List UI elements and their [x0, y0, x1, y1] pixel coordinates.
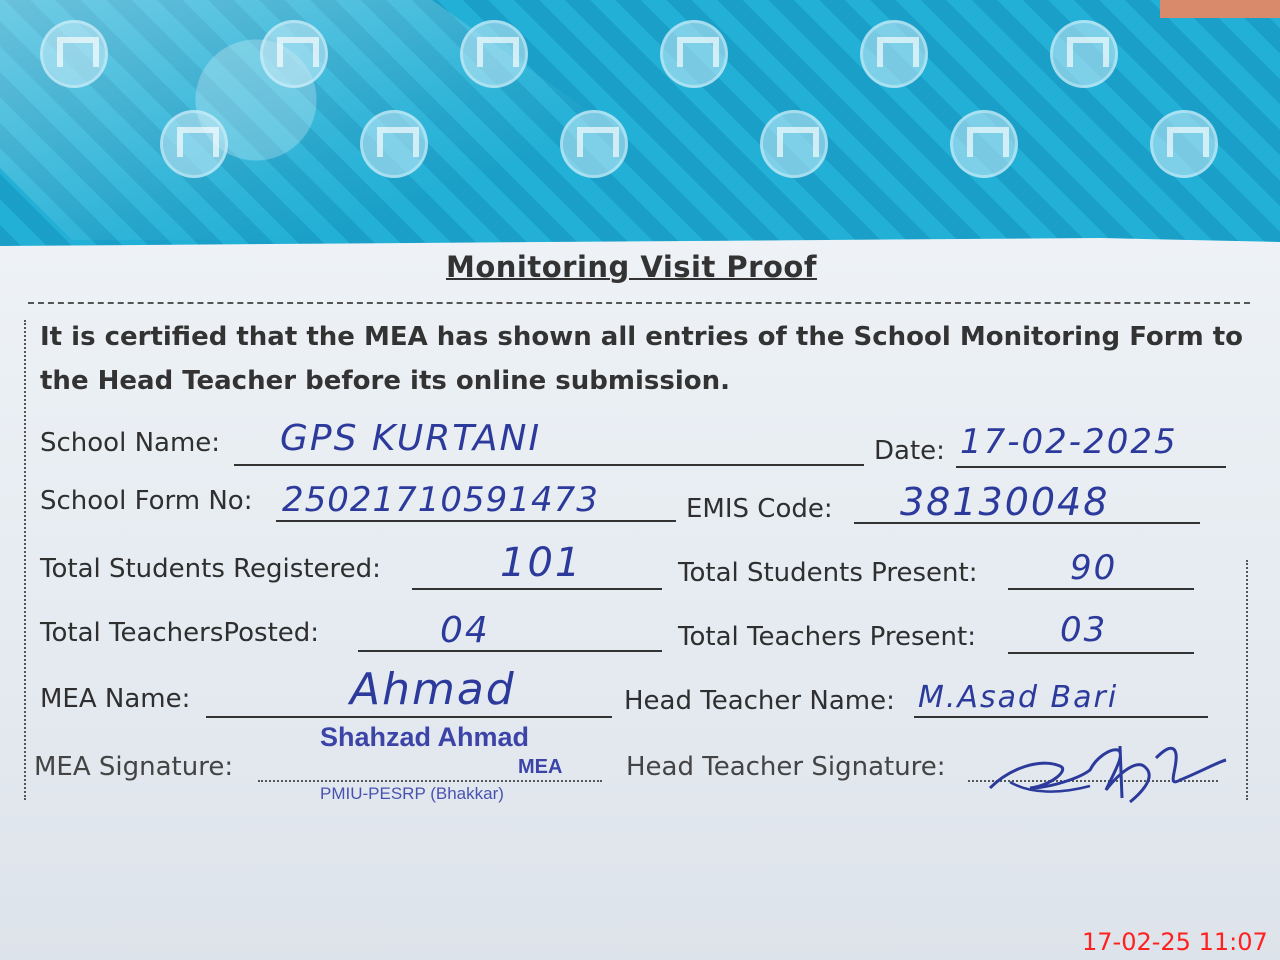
- certification-line-2: the Head Teacher before its online submission.: [40, 366, 731, 396]
- teachers-posted-label: Total TeachersPosted:: [40, 618, 320, 648]
- school-name-value: GPS KURTANI: [280, 418, 542, 459]
- head-teacher-name-line: [914, 716, 1208, 718]
- school-name-line: [234, 464, 864, 466]
- orange-corner: [1160, 0, 1280, 18]
- teachers-present-value: 03: [1060, 610, 1108, 650]
- date-value: 17-02-2025: [960, 422, 1178, 462]
- school-form-no-label: School Form No:: [40, 486, 253, 516]
- teachers-present-line: [1008, 652, 1194, 654]
- stamp-role: MEA: [518, 756, 563, 778]
- pattern-logo-icon: [1050, 20, 1118, 88]
- top-border: [28, 302, 1250, 304]
- blue-file-cover: [0, 0, 1280, 250]
- emis-code-value: 38130048: [900, 480, 1110, 524]
- mea-signature-line: [258, 780, 602, 782]
- students-registered-value: 101: [500, 540, 583, 586]
- head-teacher-name-label: Head Teacher Name:: [624, 686, 895, 716]
- pattern-logo-icon: [160, 110, 228, 178]
- mea-name-label: MEA Name:: [40, 684, 191, 714]
- pattern-logo-icon: [460, 20, 528, 88]
- right-border: [1246, 560, 1248, 800]
- students-registered-line: [412, 588, 662, 590]
- head-teacher-signature-label: Head Teacher Signature:: [626, 752, 946, 782]
- mea-name-line: [206, 716, 612, 718]
- head-teacher-name-value: M.Asad Bari: [918, 680, 1119, 715]
- pattern-logo-icon: [1150, 110, 1218, 178]
- pattern-logo-icon: [40, 20, 108, 88]
- school-form-no-line: [276, 520, 676, 522]
- mea-name-value: Ahmad: [350, 664, 516, 715]
- students-present-line: [1008, 588, 1194, 590]
- students-registered-label: Total Students Registered:: [40, 554, 381, 584]
- mea-signature-label: MEA Signature:: [34, 752, 234, 782]
- photo-timestamp: 17-02-25 11:07: [1082, 928, 1268, 956]
- teachers-present-label: Total Teachers Present:: [678, 622, 976, 652]
- stamp-office: PMIU-PESRP (Bhakkar): [320, 784, 504, 803]
- pattern-logo-icon: [660, 20, 728, 88]
- pattern-logo-icon: [360, 110, 428, 178]
- pattern-logo-icon: [760, 110, 828, 178]
- date-line: [956, 466, 1226, 468]
- school-name-label: School Name:: [40, 428, 221, 458]
- school-form-no-value: 25021710591473: [282, 480, 599, 520]
- form-title: Monitoring Visit Proof: [446, 250, 817, 284]
- students-present-label: Total Students Present:: [678, 558, 978, 588]
- left-border: [24, 320, 26, 800]
- certification-line-1: It is certified that the MEA has shown all entries of the School Monitoring Form to: [40, 322, 1244, 352]
- teachers-posted-value: 04: [440, 610, 490, 651]
- head-teacher-signature-icon: [970, 728, 1232, 816]
- students-present-value: 90: [1070, 548, 1118, 588]
- pattern-logo-icon: [950, 110, 1018, 178]
- pattern-logo-icon: [860, 20, 928, 88]
- teachers-posted-line: [358, 650, 662, 652]
- emis-code-label: EMIS Code:: [686, 494, 833, 524]
- date-label: Date:: [874, 436, 945, 466]
- pattern-logo-icon: [560, 110, 628, 178]
- stamp-name: Shahzad Ahmad: [320, 722, 530, 752]
- pattern-logo-icon: [260, 20, 328, 88]
